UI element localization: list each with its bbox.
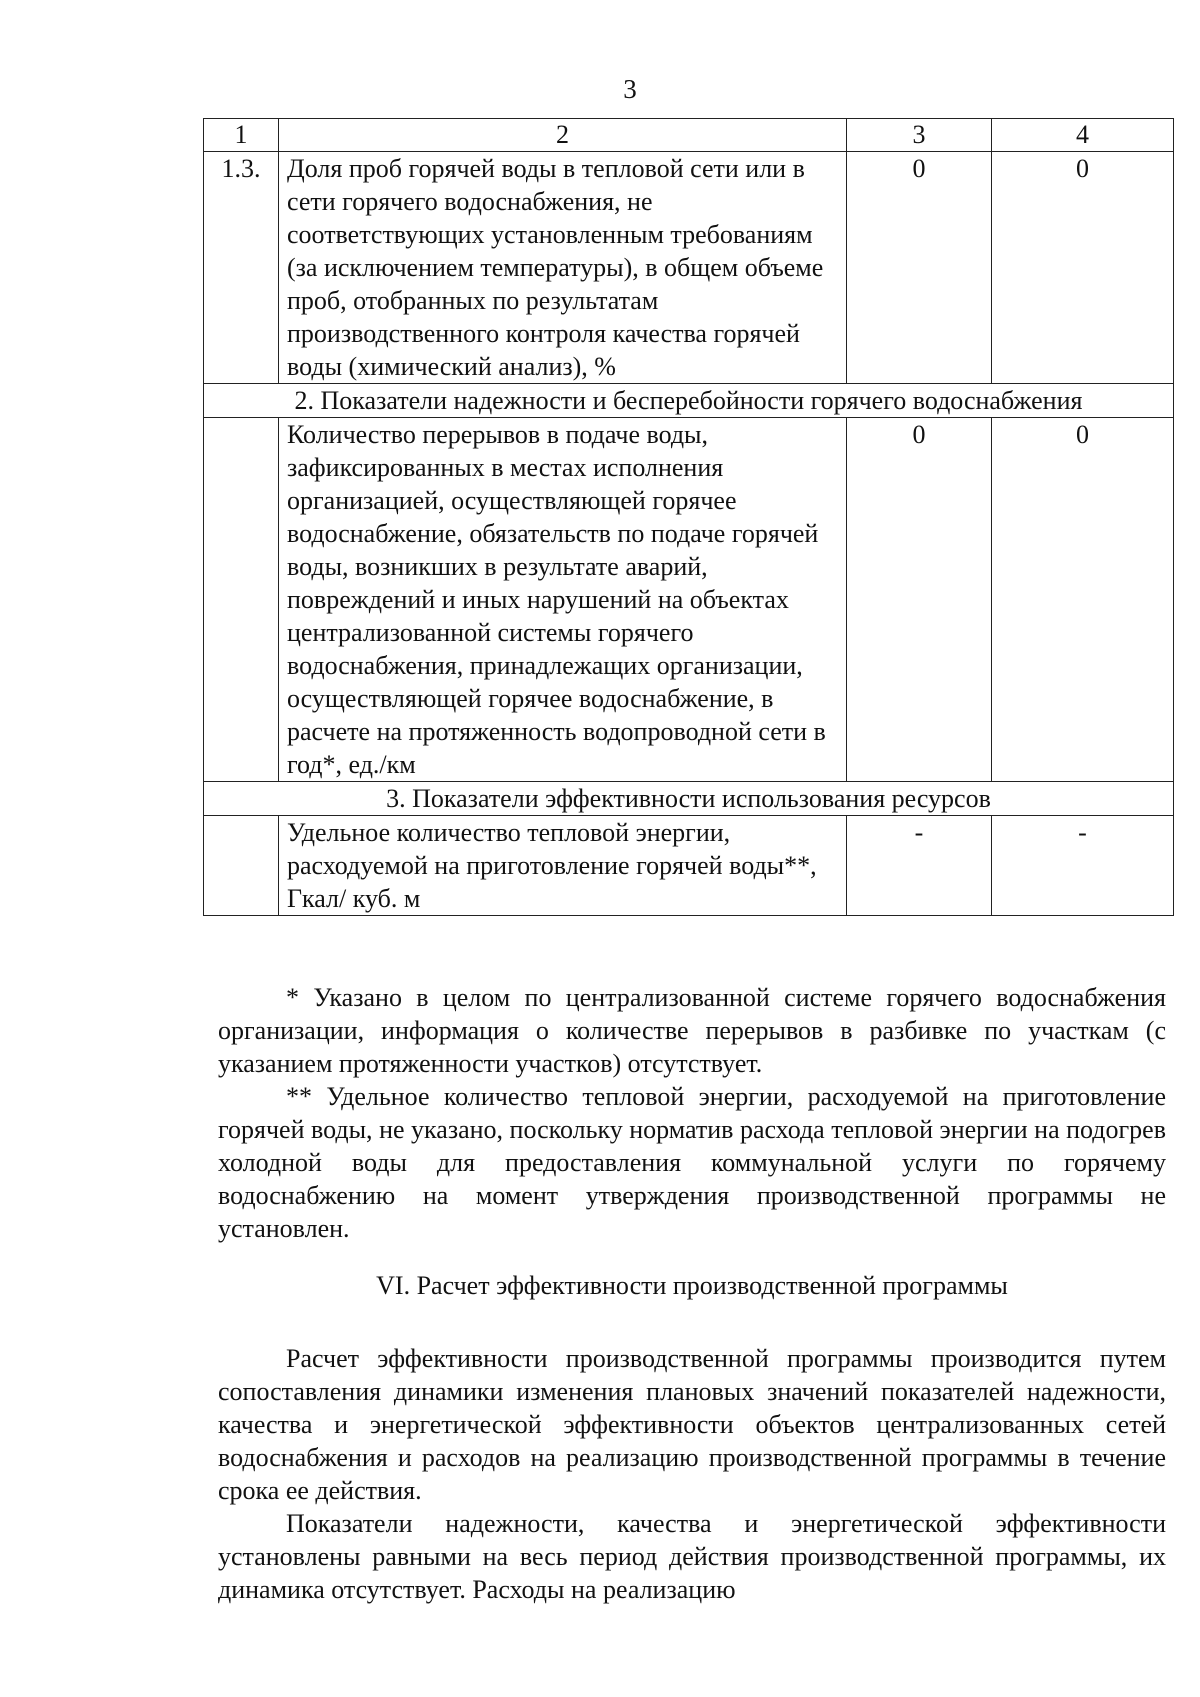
footnote-1: * Указано в целом по централизованной системе горячего водоснабжения организации, информация о количестве перерывов в разбивке по участкам (с указанием протяженности участков) отсутствует. (218, 983, 1166, 1078)
header-col-3: 3 (847, 119, 992, 152)
footnote-2: ** Удельное количество тепловой энергии, расходуемой на приготовление горячей воды, не указано, поскольку норматив расхода тепловой энергии на подогрев холодной воды для предоставления коммунальной услуги по горячему водоснабжению на момент утверждения производственной программы не установлен. (218, 1082, 1166, 1243)
paragraph: Показатели надежности, качества и энергетической эффективности установлены равными на весь период действия производственной программы, их динамика отсутствует. Расходы на реализацию (218, 1509, 1166, 1604)
header-col-1: 1 (204, 119, 279, 152)
header-col-4: 4 (992, 119, 1174, 152)
row-value-col-4: 0 (992, 152, 1174, 384)
section-row (204, 384, 1174, 418)
page-number: 3 (623, 74, 637, 104)
row-number (204, 418, 279, 782)
indicators-table (203, 118, 1174, 916)
section-3-heading: 3. Показатели эффективности использования ресурсов (204, 782, 1174, 816)
paragraph: Расчет эффективности производственной программы производится путем сопоставления динамики изменения плановых значений показателей надежности, качества и энергетической эффективности объектов централизованных сетей водоснабжения и расходов на реализацию производственной программы в течение срока ее действия. (218, 1344, 1166, 1505)
row-value-col-3: 0 (847, 152, 992, 384)
row-description: Удельное количество тепловой энергии, расходуемой на приготовление горячей воды**, Гкал/ куб. м (279, 816, 847, 916)
table-row (204, 152, 1174, 384)
footnotes (218, 981, 1166, 1245)
row-number (204, 816, 279, 916)
row-value-col-4: 0 (992, 418, 1174, 782)
row-description: Доля проб горячей воды в тепловой сети или в сети горячего водоснабжения, не соответствующих установленным требованиям (за исключением температуры), в общем объеме проб, отобранных по результатам производственного контроля качества горячей воды (химический анализ), % (279, 152, 847, 384)
section-vi-title: VI. Расчет эффективности производственной программы (376, 1271, 1008, 1300)
header-col-2: 2 (279, 119, 847, 152)
table-header-row (204, 119, 1174, 152)
row-number: 1.3. (204, 152, 279, 384)
row-value-col-3: - (847, 816, 992, 916)
table-row (204, 816, 1174, 916)
row-value-col-3: 0 (847, 418, 992, 782)
row-value-col-4: - (992, 816, 1174, 916)
section-2-heading: 2. Показатели надежности и бесперебойности горячего водоснабжения (204, 384, 1174, 418)
table-row (204, 418, 1174, 782)
section-vi-body (218, 1342, 1166, 1606)
section-row (204, 782, 1174, 816)
row-description: Количество перерывов в подаче воды, зафиксированных в местах исполнения организацией, осуществляющей горячее водоснабжение, обязательств по подаче горячей воды, возникших в результате аварий, повреждений и иных нарушений на объектах централизованной системы горячего водоснабжения, принадлежащих организации, осуществляющей горячее водоснабжение, в расчете на протяженность водопроводной сети в год*, ед./км (279, 418, 847, 782)
